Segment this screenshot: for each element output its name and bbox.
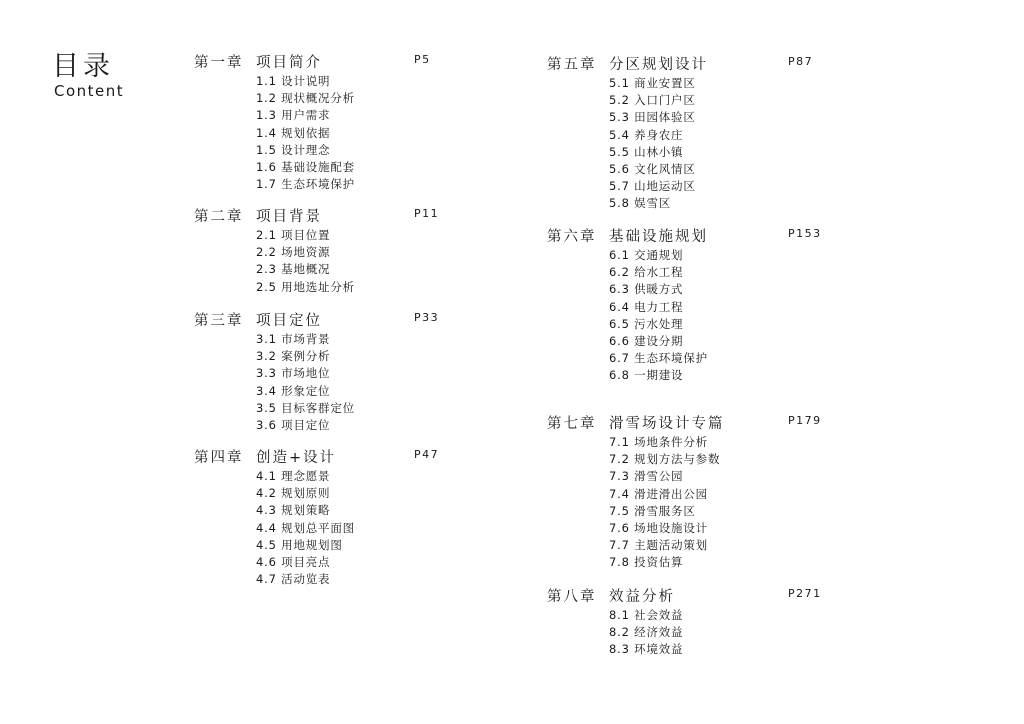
section-item[interactable]: 6.3 供暖方式 — [609, 282, 684, 297]
chapter-heading[interactable] — [194, 448, 440, 468]
chapter-1 — [194, 53, 431, 193]
chapter-page: P179 — [788, 414, 822, 427]
chapter-title: 创造+设计 — [256, 450, 337, 466]
section-item[interactable]: 3.3 市场地位 — [256, 366, 331, 381]
section-item[interactable]: 5.7 山地运动区 — [609, 179, 696, 194]
section-item[interactable]: 8.2 经济效益 — [609, 625, 684, 640]
chapter-number: 第二章 — [194, 209, 244, 225]
section-item[interactable]: 4.3 规划策略 — [256, 503, 331, 518]
section-item[interactable]: 7.1 场地条件分析 — [609, 435, 708, 449]
section-item[interactable]: 6.6 建设分期 — [609, 334, 684, 349]
chapter-page: P47 — [414, 448, 440, 461]
section-item[interactable]: 3.6 项目定位 — [256, 418, 331, 433]
section-item[interactable]: 5.6 文化风情区 — [609, 162, 696, 177]
chapter-4 — [194, 448, 440, 588]
chapter-heading[interactable] — [547, 227, 822, 247]
chapter-heading[interactable] — [194, 311, 440, 331]
chapter-heading[interactable] — [194, 53, 431, 73]
chapter-heading[interactable] — [547, 587, 822, 607]
chapter-title: 分区规划设计 — [609, 57, 708, 73]
chapter-7 — [547, 414, 822, 572]
section-item[interactable]: 7.6 场地设施设计 — [609, 521, 708, 536]
section-list — [194, 227, 355, 296]
chapter-page: P87 — [788, 55, 814, 68]
section-list — [194, 331, 355, 434]
chapter-title: 基础设施规划 — [609, 229, 708, 245]
section-item[interactable]: 7.7 主题活动策划 — [609, 538, 708, 553]
section-item[interactable]: 3.5 目标客群定位 — [256, 400, 355, 415]
chapter-title: 项目背景 — [256, 209, 322, 225]
chapter-title: 滑雪场设计专篇 — [609, 416, 725, 432]
section-list — [194, 468, 355, 588]
section-item[interactable]: 6.4 电力工程 — [609, 299, 684, 314]
chapter-heading[interactable] — [547, 55, 814, 75]
chapter-page: P271 — [788, 587, 822, 600]
section-item[interactable]: 6.1 交通规划 — [609, 248, 684, 262]
section-item[interactable]: 5.2 入口门户区 — [609, 93, 696, 108]
section-item[interactable]: 2.1 项目位置 — [256, 228, 331, 242]
section-item[interactable]: 8.1 社会效益 — [609, 608, 684, 622]
section-item[interactable]: 3.2 案例分析 — [256, 349, 331, 364]
toc-subtitle: Content — [54, 82, 125, 100]
section-item[interactable]: 6.8 一期建设 — [609, 368, 684, 383]
chapter-number: 第四章 — [194, 450, 244, 466]
chapter-title: 项目简介 — [256, 55, 322, 71]
section-item[interactable]: 6.7 生态环境保护 — [609, 351, 708, 366]
section-item[interactable]: 2.2 场地资源 — [256, 245, 331, 260]
chapter-5 — [547, 55, 814, 213]
section-item[interactable]: 6.5 污水处理 — [609, 316, 684, 331]
chapter-heading[interactable] — [194, 207, 440, 227]
section-item[interactable]: 7.8 投资估算 — [609, 555, 684, 570]
section-item[interactable]: 8.3 环境效益 — [609, 642, 684, 657]
chapter-number: 第六章 — [547, 229, 597, 245]
section-item[interactable]: 1.7 生态环境保护 — [256, 177, 355, 192]
chapter-title: 效益分析 — [609, 589, 675, 605]
section-item[interactable]: 2.3 基地概况 — [256, 262, 331, 277]
section-item[interactable]: 4.6 项目亮点 — [256, 555, 331, 570]
section-item[interactable]: 1.1 设计说明 — [256, 74, 331, 88]
section-item[interactable]: 7.4 滑进滑出公园 — [609, 486, 708, 501]
section-item[interactable]: 7.3 滑雪公园 — [609, 469, 684, 484]
section-item[interactable]: 4.4 规划总平面图 — [256, 520, 355, 535]
section-list — [194, 73, 355, 193]
section-item[interactable]: 5.8 娱雪区 — [609, 196, 672, 211]
chapter-3 — [194, 311, 440, 434]
section-item[interactable]: 5.4 养身农庄 — [609, 127, 684, 142]
chapter-6 — [547, 227, 822, 385]
section-item[interactable]: 5.5 山林小镇 — [609, 144, 684, 159]
section-list — [547, 247, 708, 385]
chapter-number: 第一章 — [194, 55, 244, 71]
section-item[interactable]: 4.1 理念愿景 — [256, 469, 331, 483]
chapter-number: 第三章 — [194, 313, 244, 329]
section-item[interactable]: 7.5 滑雪服务区 — [609, 503, 696, 518]
section-item[interactable]: 5.1 商业安置区 — [609, 76, 696, 90]
chapter-heading[interactable] — [547, 414, 822, 434]
section-item[interactable]: 1.2 现状概况分析 — [256, 91, 355, 106]
section-item[interactable]: 2.5 用地选址分析 — [256, 279, 355, 294]
chapter-page: P153 — [788, 227, 822, 240]
section-item[interactable]: 4.5 用地规划图 — [256, 537, 343, 552]
section-item[interactable]: 1.3 用户需求 — [256, 108, 331, 123]
section-item[interactable]: 1.5 设计理念 — [256, 142, 331, 157]
section-item[interactable]: 4.7 活动览表 — [256, 572, 331, 587]
section-item[interactable]: 1.4 规划依据 — [256, 125, 331, 140]
chapter-number: 第七章 — [547, 416, 597, 432]
chapter-number: 第五章 — [547, 57, 597, 73]
section-item[interactable]: 5.3 田园体验区 — [609, 110, 696, 125]
section-list — [547, 607, 683, 659]
chapter-page: P5 — [414, 53, 431, 66]
chapter-2 — [194, 207, 440, 296]
section-item[interactable]: 1.6 基础设施配套 — [256, 160, 355, 175]
section-item[interactable]: 7.2 规划方法与参数 — [609, 452, 721, 467]
chapter-page: P11 — [414, 207, 440, 220]
chapter-page: P33 — [414, 311, 440, 324]
section-item[interactable]: 4.2 规划原则 — [256, 486, 331, 501]
section-item[interactable]: 3.1 市场背景 — [256, 332, 331, 346]
section-item[interactable]: 6.2 给水工程 — [609, 265, 684, 280]
chapter-number: 第八章 — [547, 589, 597, 605]
chapter-8 — [547, 587, 822, 659]
section-list — [547, 75, 696, 213]
toc-title: 目录 — [52, 51, 114, 82]
section-item[interactable]: 3.4 形象定位 — [256, 383, 331, 398]
section-list — [547, 434, 720, 572]
chapter-title: 项目定位 — [256, 313, 322, 329]
